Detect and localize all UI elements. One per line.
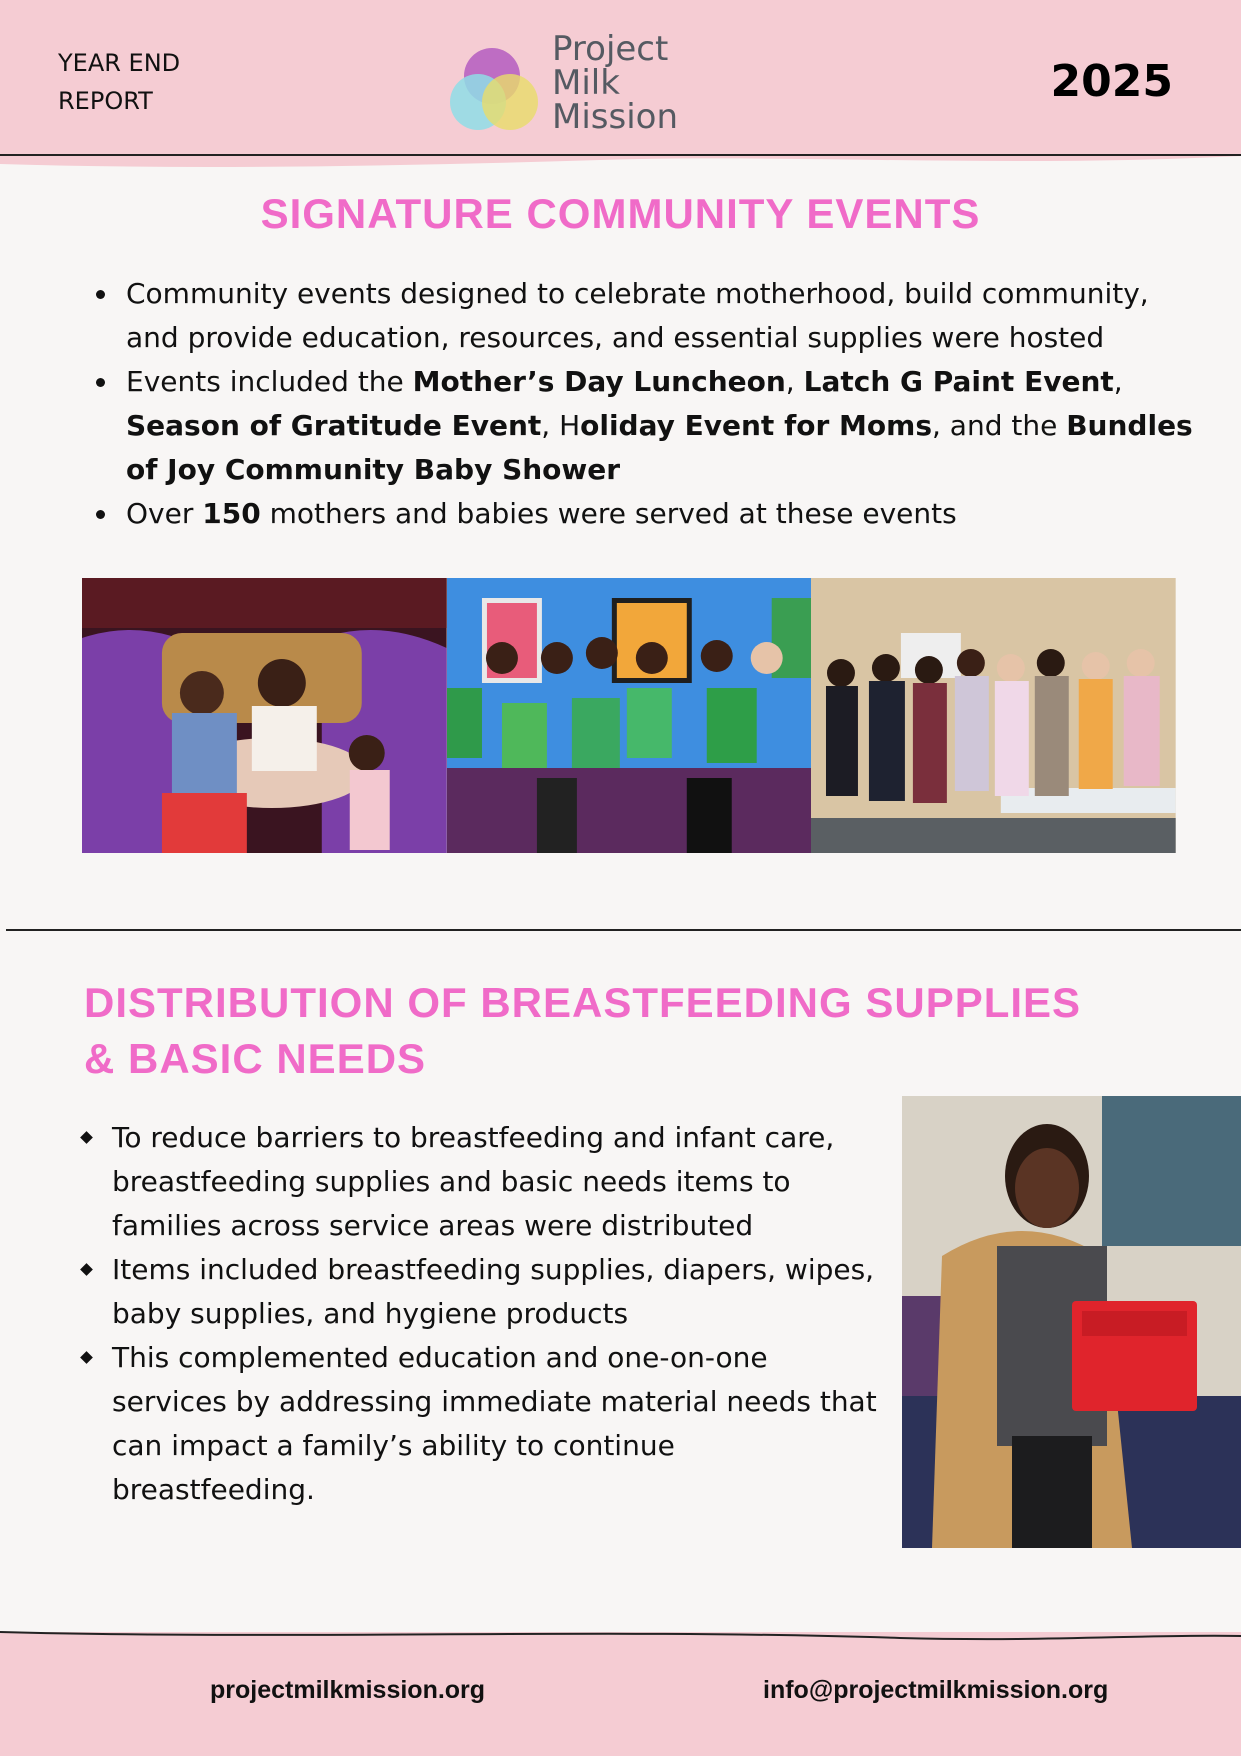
logo-line1: Project <box>552 29 669 69</box>
report-label-line2: REPORT <box>58 87 153 115</box>
list-item: This complemented education and one-on-one services by addressing immediate material needs that can impact a family’s ability to continue breastfeeding. <box>80 1336 880 1512</box>
header-rule <box>0 154 1241 156</box>
event-name: Latch G Paint Event <box>803 365 1114 398</box>
section-title-community-events: SIGNATURE COMMUNITY EVENTS <box>260 190 981 237</box>
event-name: Bundles of Joy Community Baby Shower <box>126 409 1193 486</box>
event-name: Mother’s Day Luncheon <box>412 365 786 398</box>
served-count: 150 <box>202 497 261 530</box>
bullet-text: Community events designed to celebrate motherhood, build community, and provide education, resources, and essential supplies were hosted <box>126 277 1149 354</box>
bullet-text: Over <box>126 497 203 530</box>
website-link[interactable]: projectmilkmission.org <box>210 1676 486 1704</box>
event-name: oliday Event for Moms <box>580 409 932 442</box>
report-year: 2025 <box>1050 56 1173 107</box>
luncheon-photo <box>82 578 447 853</box>
separator: , <box>785 365 804 398</box>
bullet-text: mothers and babies were served at these events <box>260 497 957 530</box>
email-link[interactable]: info@projectmilkmission.org <box>763 1676 1109 1704</box>
list-item <box>94 360 1204 492</box>
paint-event-photo <box>447 578 812 853</box>
report-label-line1: YEAR END <box>58 49 181 77</box>
title-line1: DISTRIBUTION OF BREASTFEEDING SUPPLIES <box>84 979 1082 1026</box>
gratitude-event-photo <box>811 578 1176 853</box>
title-line2: & BASIC NEEDS <box>84 1035 427 1082</box>
list-item <box>94 272 1204 360</box>
logo-wordmark <box>552 29 679 137</box>
logo-line2: Milk <box>552 63 620 103</box>
footer-wave <box>0 1630 1241 1646</box>
bullet-text: Events included the <box>126 365 413 398</box>
event-name: Season of Gratitude Event <box>126 409 542 442</box>
event-photo-strip <box>82 578 1176 853</box>
supplies-photo <box>902 1096 1241 1548</box>
section-title-distribution <box>84 975 1134 1087</box>
list-item: Items included breastfeeding supplies, diapers, wipes, baby supplies, and hygiene products <box>80 1248 880 1336</box>
separator: , <box>1113 365 1123 398</box>
report-label <box>58 44 238 120</box>
logo-line3: Mission <box>552 97 679 137</box>
community-events-list <box>94 272 1204 536</box>
section-divider <box>6 929 1241 931</box>
distribution-list <box>80 1116 880 1512</box>
separator: , and the <box>931 409 1067 442</box>
separator: , H <box>541 409 581 442</box>
list-item: To reduce barriers to breastfeeding and infant care, breastfeeding supplies and basic needs items to families across service areas were distributed <box>80 1116 880 1248</box>
logo-circles-icon <box>442 40 552 140</box>
list-item <box>94 492 1204 536</box>
logo <box>442 29 702 142</box>
